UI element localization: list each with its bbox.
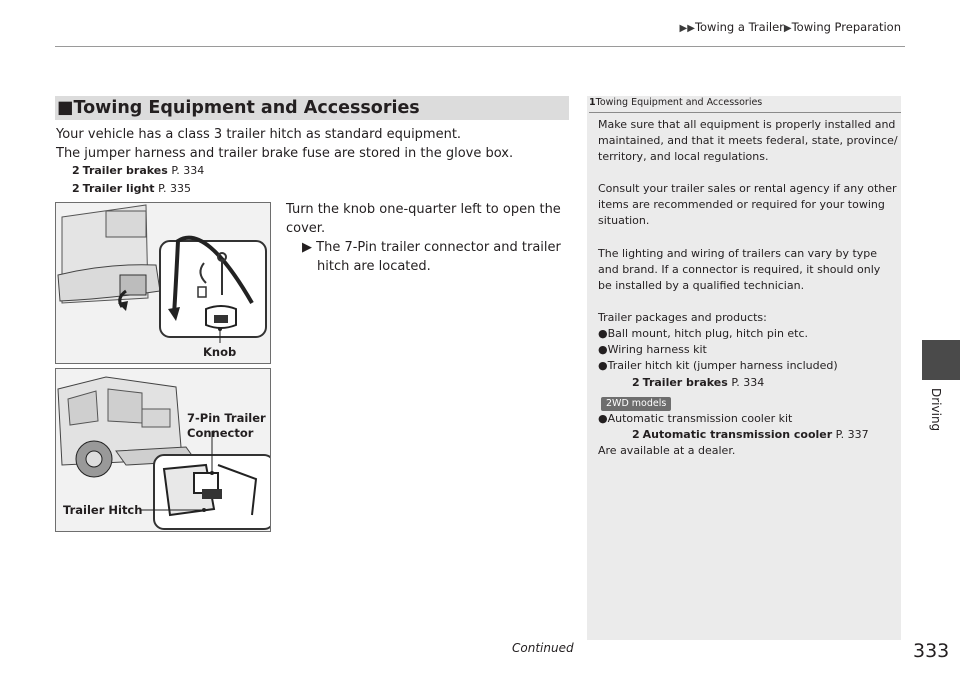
sidebar-p1-line-2: maintained, and that it meets federal, state, province/ (598, 134, 898, 147)
bullet-icon: ● (598, 343, 608, 356)
ref-arrow-icon: 2 (632, 428, 640, 441)
figure-knob-label: Knob (203, 345, 237, 359)
sidebar-p2-line-1: Consult your trailer sales or rental agency if any other (598, 182, 897, 195)
sidebar-p3-line-2: and brand. If a connector is required, it should only (598, 263, 881, 276)
instruction-line-1: Turn the knob one-quarter left to open the (286, 202, 561, 217)
section-heading (55, 96, 569, 120)
figure-connector (55, 368, 271, 532)
section-square-icon: ■ (57, 98, 74, 118)
sidebar-p2-line-2: items are recommended or required for your towing (598, 198, 885, 211)
sidebar-bullet-4: ●Automatic transmission cooler kit (598, 412, 793, 425)
ref-arrow-icon: 2 (72, 182, 80, 195)
ref-arrow-icon: 2 (632, 376, 640, 389)
result-arrow-icon: ▶ (302, 240, 312, 255)
sidebar-bullet-2: ●Wiring harness kit (598, 343, 707, 356)
ref-trailer-brakes[interactable]: 2 Trailer brakes P. 334 (72, 164, 205, 177)
page-number: 333 (913, 640, 950, 662)
sidebar-p1-line-3: territory, and local regulations. (598, 150, 769, 163)
sidebar-ref-trailer-brakes[interactable]: 2 Trailer brakes P. 334 (632, 376, 765, 389)
sidebar-list-intro: Trailer packages and products: (598, 311, 767, 324)
breadcrumb-arrow-icon: ▶▶ (679, 23, 695, 34)
breadcrumb-item-towing-trailer[interactable]: Towing a Trailer (694, 20, 784, 34)
breadcrumb (680, 20, 901, 34)
sidebar-title-rule (589, 112, 901, 113)
breadcrumb-arrow-icon: ▶ (783, 23, 792, 34)
model-badge: 2WD models (601, 397, 671, 411)
result-line-2: hitch are located. (317, 259, 431, 274)
figure-connector-label: 7-Pin Trailer Connector (187, 411, 266, 440)
body-paragraph-1: Your vehicle has a class 3 trailer hitch as standard equipment. (56, 127, 462, 142)
sidebar-title: 1Towing Equipment and Accessories (589, 97, 763, 108)
sidebar-ref-transmission-cooler[interactable]: 2 Automatic transmission cooler P. 337 (632, 428, 869, 441)
sidebar-closing: Are available at a dealer. (598, 444, 736, 457)
ref-trailer-light[interactable]: 2 Trailer light P. 335 (72, 182, 191, 195)
section-title: Towing Equipment and Accessories (73, 98, 420, 118)
sidebar-p1-line-1: Make sure that all equipment is properly installed and (598, 118, 896, 131)
chapter-tab-marker[interactable] (922, 340, 960, 380)
chapter-tab-label: Driving (929, 388, 943, 432)
figure-hitch-label: Trailer Hitch (63, 503, 143, 517)
continued-label: Continued (512, 641, 574, 655)
sidebar-bullet-3: ●Trailer hitch kit (jumper harness included) (598, 359, 838, 372)
instruction-text (286, 200, 566, 238)
header-rule (55, 46, 905, 47)
body-paragraph-2: The jumper harness and trailer brake fuse are stored in the glove box. (56, 146, 514, 161)
instruction-line-2: cover. (286, 221, 326, 236)
sidebar-p3-line-3: be installed by a qualified technician. (598, 279, 805, 292)
bullet-icon: ● (598, 359, 608, 372)
figure-knob (55, 202, 271, 364)
ref-arrow-icon: 2 (72, 164, 80, 177)
sidebar-p3-line-1: The lighting and wiring of trailers can vary by type (598, 247, 878, 260)
breadcrumb-item-towing-preparation[interactable]: Towing Preparation (791, 20, 901, 34)
figure-knob-illustration (56, 203, 270, 363)
result-line-1: ▶ The 7-Pin trailer connector and trailer (302, 240, 561, 255)
bullet-icon: ● (598, 327, 608, 340)
sidebar-p2-line-3: situation. (598, 214, 650, 227)
sidebar-note-icon: 1 (589, 97, 596, 108)
bullet-icon: ● (598, 412, 608, 425)
sidebar-bullet-1: ●Ball mount, hitch plug, hitch pin etc. (598, 327, 809, 340)
